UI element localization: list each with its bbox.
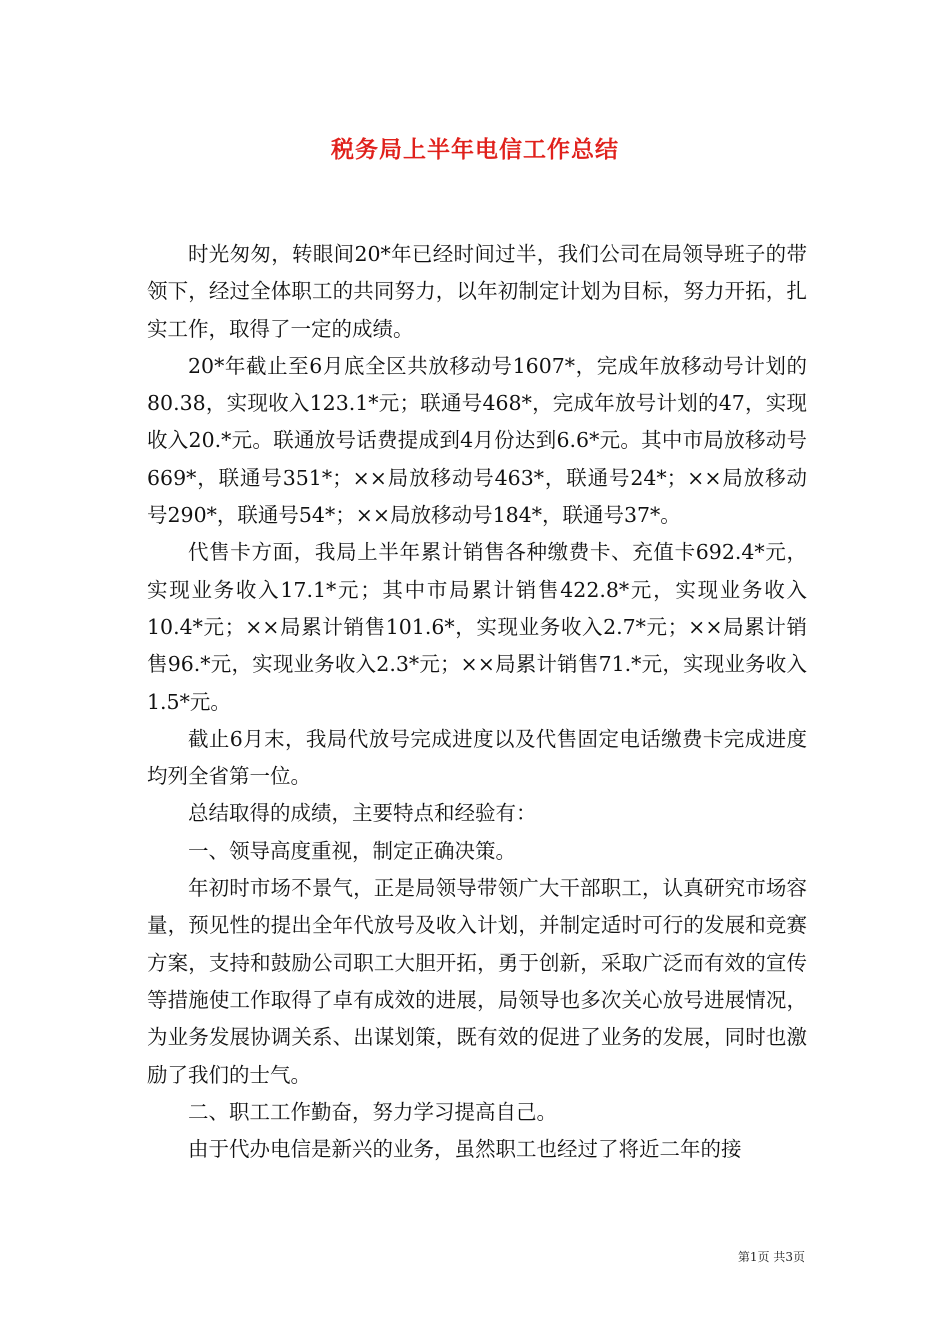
paragraph: 截止6月末，我局代放号完成进度以及代售固定电话缴费卡完成进度均列全省第一位。 — [147, 726, 807, 789]
paragraph: 代售卡方面，我局上半年累计销售各种缴费卡、充值卡692.4*元，实现业务收入17.1*元；其中市局累计销售422.8*元，实现业务收入10.4*元；××局累计销售101.6*，实现业务收入2.7*元；××局累计销售96.*元，实现业务收入2.3*元；××局累计销售71.*元，实现业务收入1.5*元。 — [147, 540, 807, 714]
document-body — [147, 236, 807, 1168]
paragraph: 总结取得的成绩，主要特点和经验有： — [188, 801, 537, 826]
paragraph: 时光匆匆，转眼间20*年已经时间过半，我们公司在局领导班子的带领下，经过全体职工的共同努力，以年初制定计划为目标，努力开拓，扎实工作，取得了一定的成绩。 — [147, 242, 807, 341]
page-number: 第1页 共3页 — [737, 1250, 805, 1264]
paragraph: 20*年截止至6月底全区共放移动号1607*，完成年放移动号计划的80.38，实现收入123.1*元；联通号468*，完成年放号计划的47，实现收入20.*元。联通放号话费提成到4月份达到6.6*元。其中市局放移动号669*，联通号351*；××局放移动号463*，联通号24*；××局放移动号290*，联通号54*；××局放移动号184*，联通号37*。 — [147, 353, 807, 528]
document-title: 税务局上半年电信工作总结 — [331, 136, 619, 163]
section-heading: 二、职工工作勤奋，努力学习提高自己。 — [188, 1099, 557, 1124]
paragraph: 年初时市场不景气，正是局领导带领广大干部职工，认真研究市场容量，预见性的提出全年代放号及收入计划，并制定适时可行的发展和竞赛方案，支持和鼓励公司职工大胆开拓，勇于创新，采取广泛而有效的宣传等措施使工作取得了卓有成效的进展，局领导也多次关心放号进展情况，为业务发展协调关系、出谋划策，既有效的促进了业务的发展，同时也激励了我们的士气。 — [147, 876, 807, 1087]
paragraph: 由于代办电信是新兴的业务，虽然职工也经过了将近二年的接 — [188, 1137, 742, 1162]
section-heading: 一、领导高度重视，制定正确决策。 — [188, 838, 516, 863]
